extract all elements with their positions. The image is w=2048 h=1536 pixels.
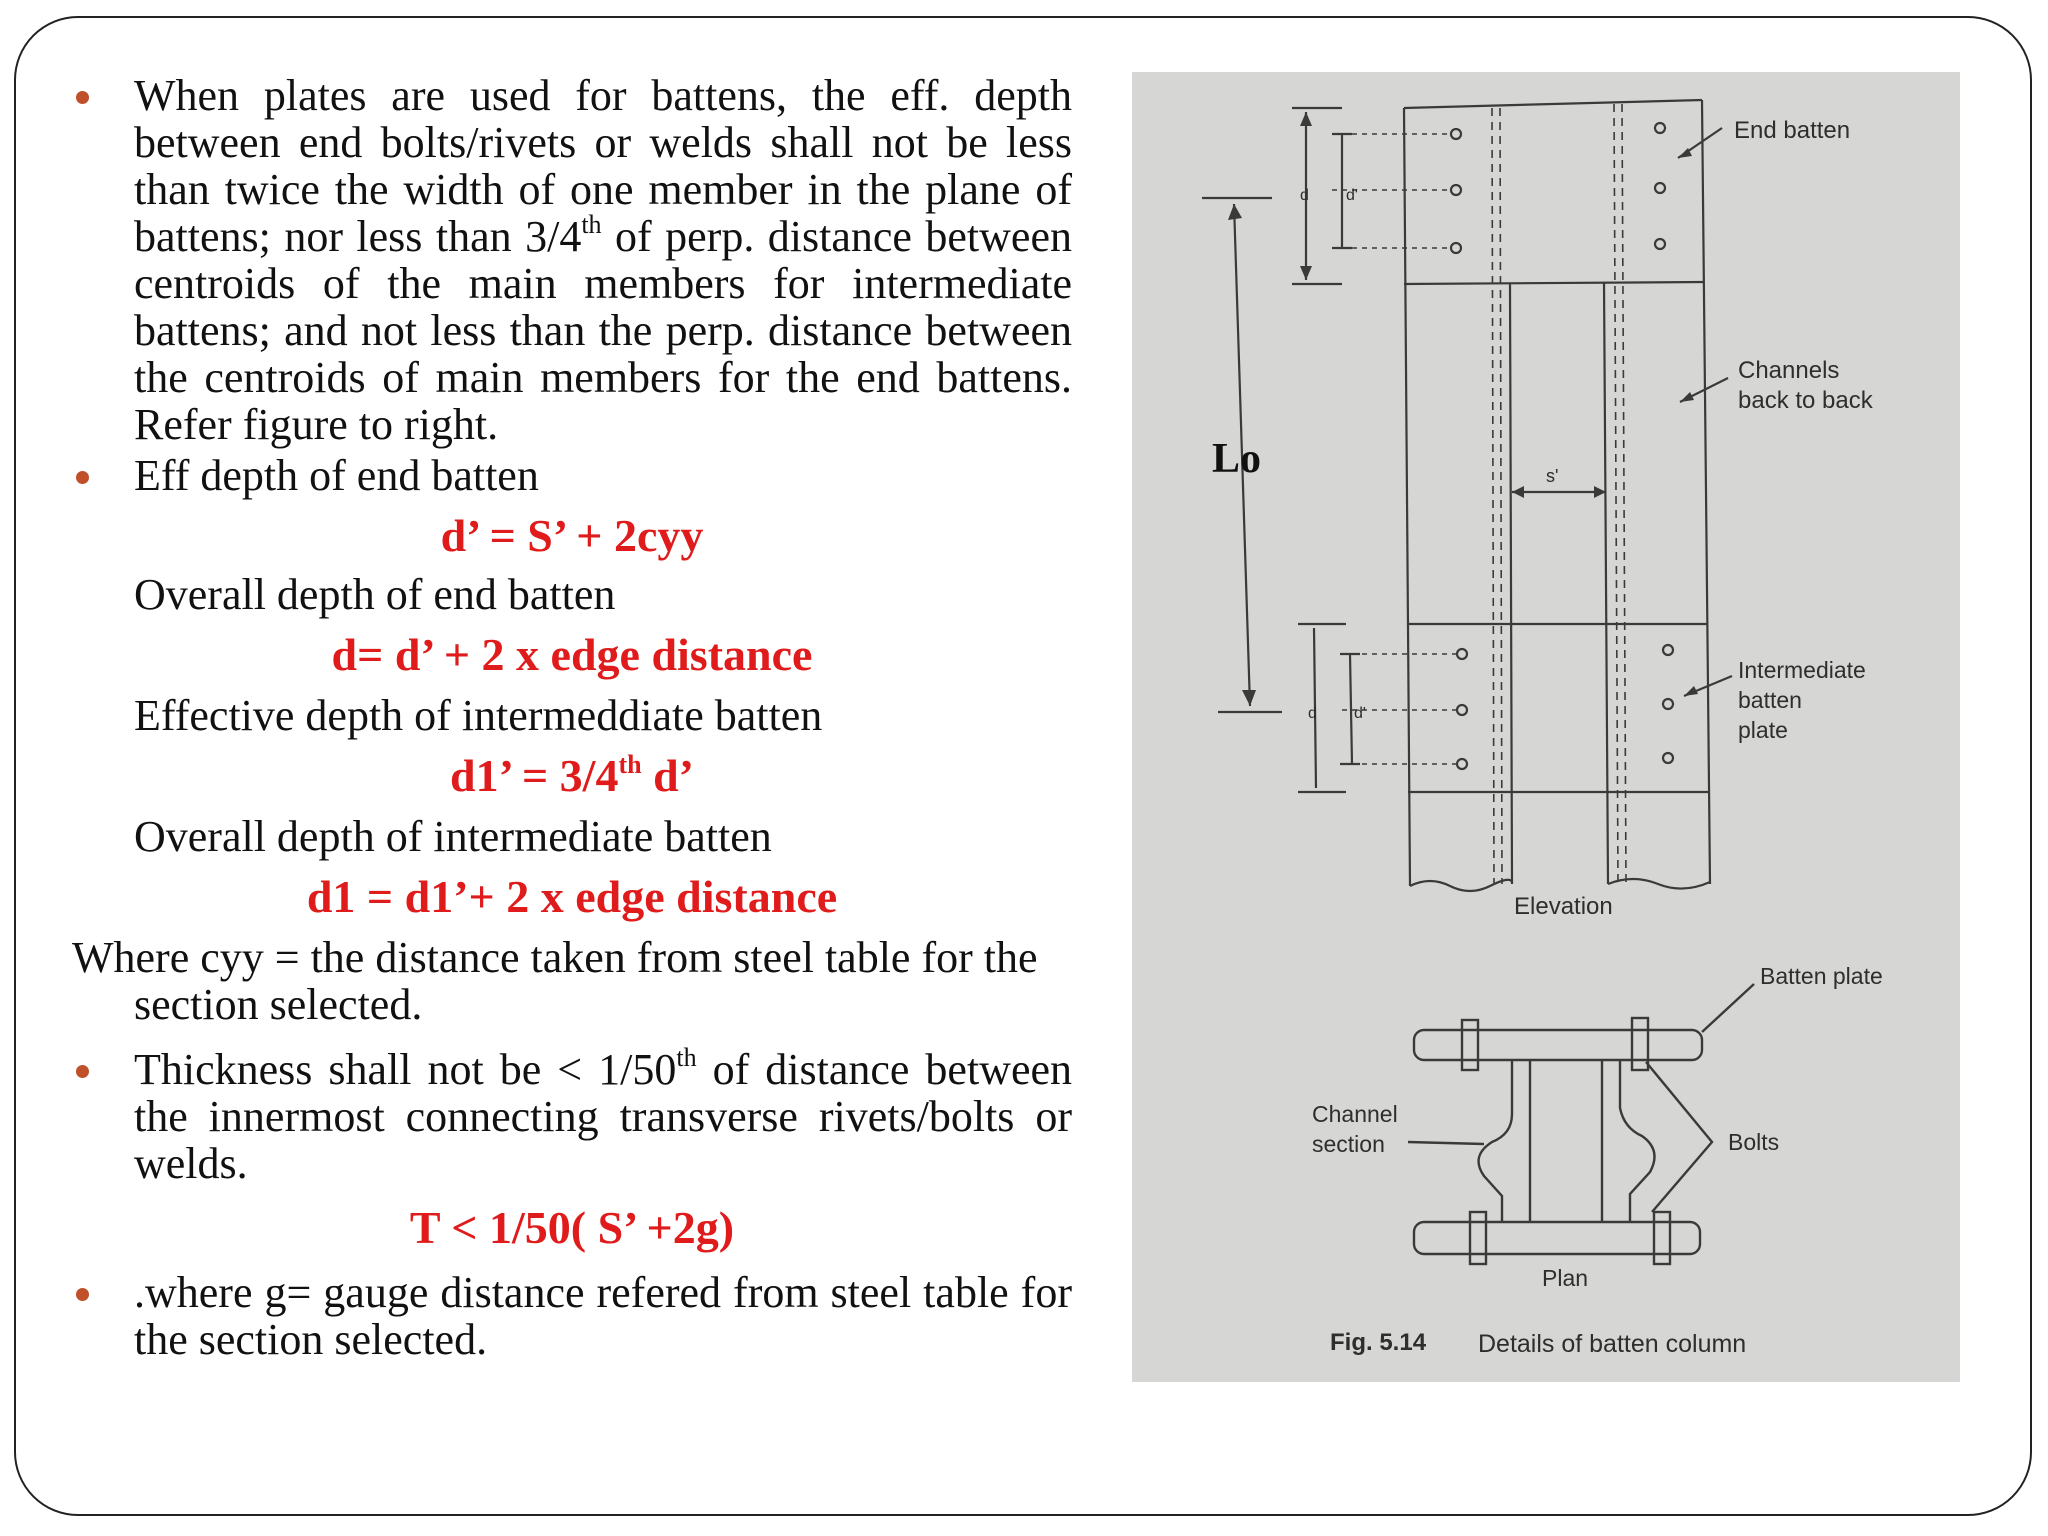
label-d-prime: d' — [1346, 187, 1358, 204]
label-batten: batten — [1738, 687, 1802, 713]
figure-caption-number: Fig. 5.14 — [1330, 1329, 1427, 1356]
label-d1-prime: d' — [1354, 705, 1366, 722]
label-bolts: Bolts — [1728, 1129, 1780, 1155]
label-elevation: Elevation — [1514, 893, 1613, 920]
bullet-dot — [76, 471, 89, 484]
slide-text-column — [72, 72, 1072, 1363]
label-section: section — [1312, 1131, 1385, 1157]
definition-cyy: Where cyy = the distance taken from steel table for the section selected. — [72, 933, 1038, 1029]
label-plate: plate — [1738, 717, 1788, 743]
figure-caption-text: Details of batten column — [1478, 1330, 1747, 1358]
label-channels: Channels — [1738, 357, 1840, 384]
batten-column-diagram — [1132, 72, 1960, 1382]
equation-thickness: T < 1/50( S’ +2g) — [409, 1202, 735, 1253]
label-lo: Lo — [1212, 436, 1262, 482]
equation-d1-prime: d1’ = 3/4th d’ — [449, 750, 694, 801]
label-intermediate: Intermediate — [1738, 657, 1866, 683]
label-s-prime: s' — [1546, 466, 1559, 486]
bullet-dot — [76, 91, 89, 104]
label-back-to-back: back to back — [1738, 387, 1873, 414]
line-eff-intermediate: Effective depth of intermeddiate batten — [134, 691, 823, 740]
label-batten-plate: Batten plate — [1760, 963, 1883, 989]
label-d: d — [1300, 187, 1309, 204]
bullet-gauge-definition: .where g= gauge distance refered from steel table for the section selected. — [72, 1269, 1072, 1363]
equation-d: d= d’ + 2 x edge distance — [331, 629, 813, 680]
equation-d1: d1 = d1’+ 2 x edge distance — [306, 871, 838, 922]
equation-d-prime: d’ = S’ + 2cyy — [440, 510, 704, 561]
label-plan: Plan — [1542, 1265, 1589, 1291]
figure-background — [1132, 72, 1960, 1382]
label-end-batten: End batten — [1734, 117, 1851, 144]
line-overall-end: Overall depth of end batten — [134, 570, 616, 619]
bullet-thickness-rule: Thickness shall not be < 1/50th of distance between the innermost connecting transverse rivets/bolts or welds. — [72, 1046, 1072, 1187]
line-overall-intermediate: Overall depth of intermediate batten — [134, 812, 772, 861]
batten-column-figure — [1132, 72, 1960, 1382]
bullet-dot — [76, 1288, 89, 1301]
bullet-batten-depth-rule: When plates are used for battens, the eff. depth between end bolts/rivets or welds shall not be less than twice the width of one member in the plane of battens; nor less than 3/4th of perp. distance between centroids of the main members for intermediate battens; and not less than the perp. distance between the centroids of main members for the end battens. Refer figure to right. — [72, 72, 1072, 448]
bullet-eff-depth-end: Eff depth of end batten — [72, 452, 1072, 499]
bullet-dot — [76, 1065, 89, 1078]
label-channel: Channel — [1312, 1101, 1398, 1127]
label-d1: d — [1308, 705, 1317, 722]
